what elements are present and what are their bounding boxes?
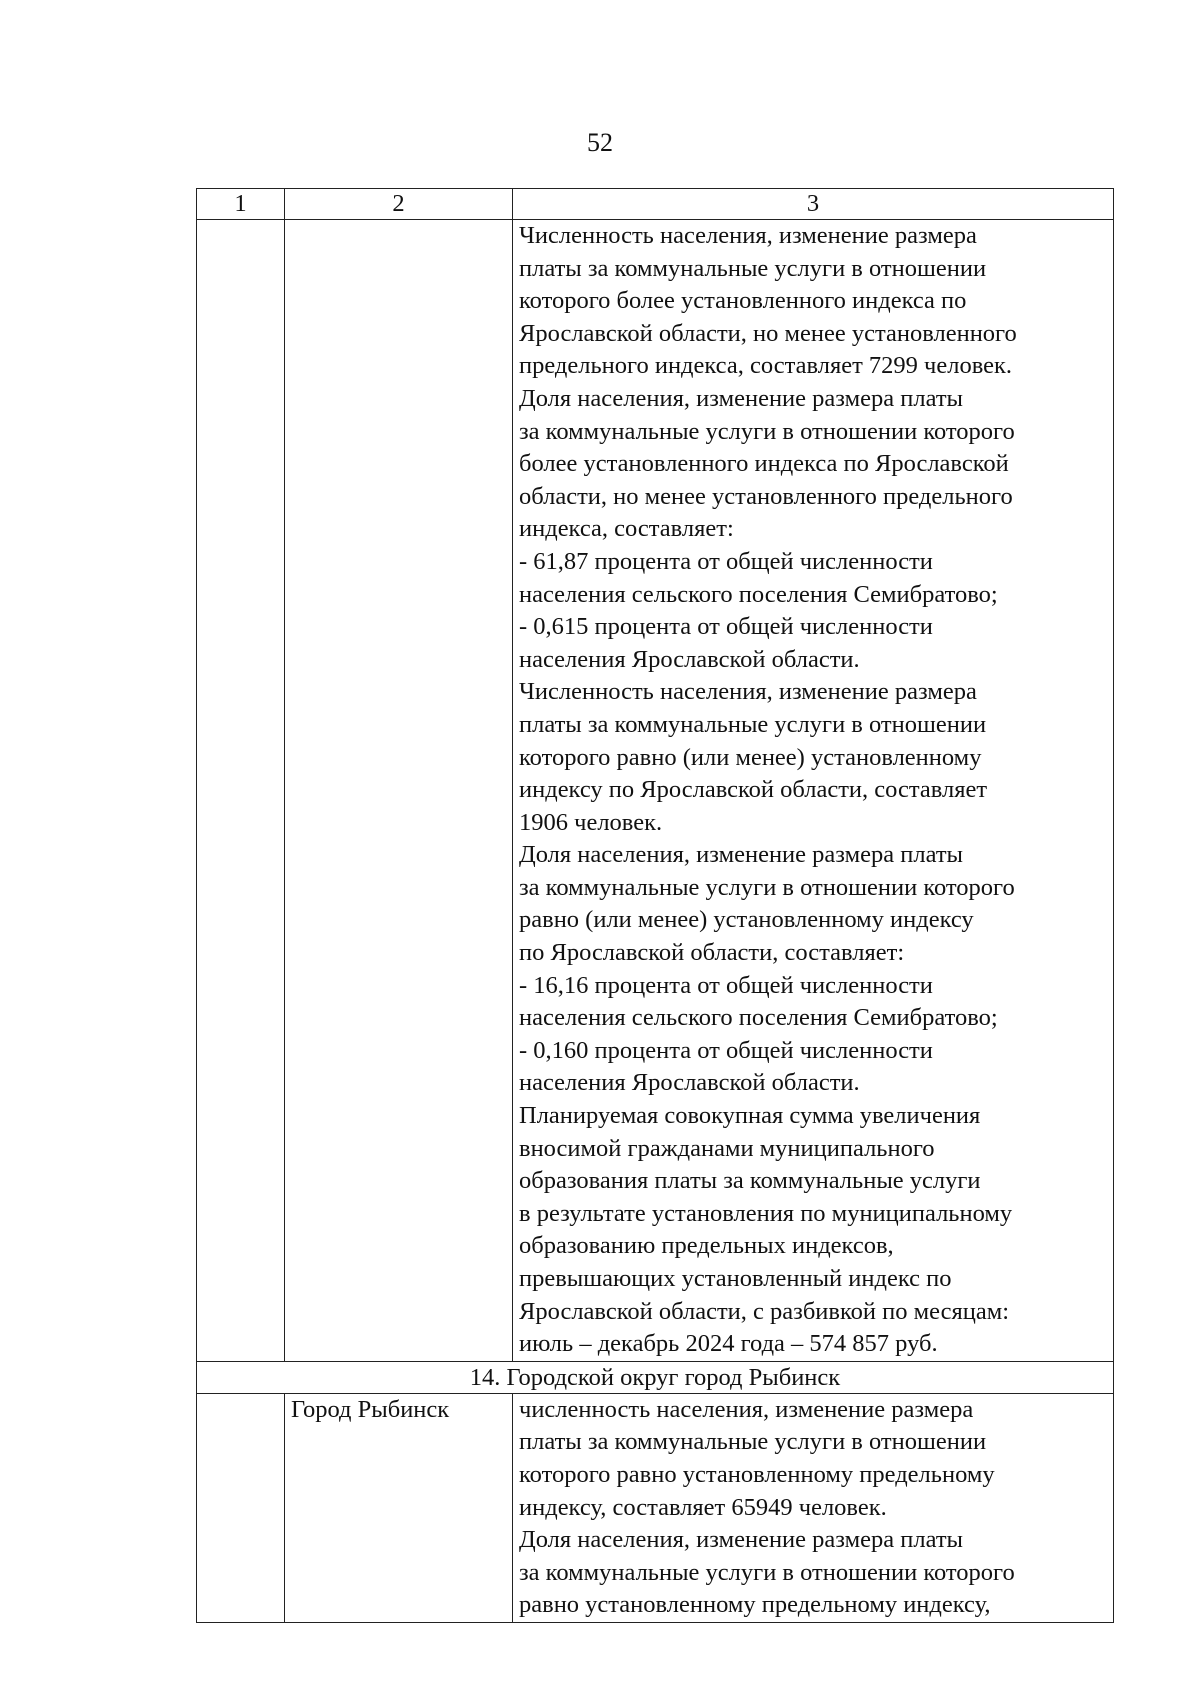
text-line: населения сельского поселения Семибратово; xyxy=(519,580,998,608)
text-line: за коммунальные услуги в отношении которого xyxy=(519,1558,1015,1586)
row1-description-cell xyxy=(513,220,1114,1362)
text-line: Доля населения, изменение размера платы xyxy=(519,841,963,869)
row1-number-cell xyxy=(197,220,285,1362)
text-line: населения Ярославской области. xyxy=(519,645,860,673)
page-number: 52 xyxy=(587,128,613,157)
text-line: по Ярославской области, составляет: xyxy=(519,939,905,967)
description-paragraph xyxy=(519,1524,1107,1622)
text-line: платы за коммунальные услуги в отношении xyxy=(519,1428,987,1456)
header-cell-3: 3 xyxy=(513,189,1114,220)
text-line: - 0,615 процента от общей численности xyxy=(519,613,933,641)
text-line: - 0,160 процента от общей численности xyxy=(519,1036,933,1064)
description-paragraph xyxy=(519,676,1107,839)
text-line: равно (или менее) установленному индексу xyxy=(519,906,974,934)
text-line: июль – декабрь 2024 года – 574 857 руб. xyxy=(519,1330,938,1358)
description-paragraph xyxy=(519,1035,1107,1100)
text-line: Доля населения, изменение размера платы xyxy=(519,1526,963,1554)
text-line: - 61,87 процента от общей численности xyxy=(519,547,933,575)
text-line: которого более установленного индекса по xyxy=(519,287,967,315)
section-title: 14. Городской округ город Рыбинск xyxy=(197,1361,1114,1393)
row2-description-cell xyxy=(513,1393,1114,1622)
text-line: которого равно (или менее) установленному xyxy=(519,743,982,771)
text-line: индекса, составляет: xyxy=(519,515,734,543)
text-line: населения сельского поселения Семибратово; xyxy=(519,1004,998,1032)
description-paragraph xyxy=(519,611,1107,676)
header-cell-2: 2 xyxy=(285,189,513,220)
text-line: численность населения, изменение размера xyxy=(519,1395,974,1423)
document-table xyxy=(196,188,1114,1623)
text-line: Ярославской области, с разбивкой по месяцам: xyxy=(519,1297,1010,1325)
text-line: образования платы за коммунальные услуги xyxy=(519,1167,981,1195)
description-paragraph xyxy=(519,1100,1107,1361)
description-paragraph xyxy=(519,546,1107,611)
text-line: индексу по Ярославской области, составляет xyxy=(519,776,988,804)
text-line: Планируемая совокупная сумма увеличения xyxy=(519,1102,981,1130)
text-line: индексу, составляет 65949 человек. xyxy=(519,1493,887,1521)
text-line: - 16,16 процента от общей численности xyxy=(519,971,933,999)
section-title-row xyxy=(197,1361,1114,1393)
text-line: населения Ярославской области. xyxy=(519,1069,860,1097)
text-line: которого равно установленному предельному xyxy=(519,1460,995,1488)
text-line: превышающих установленный индекс по xyxy=(519,1265,952,1292)
text-line: за коммунальные услуги в отношении которого xyxy=(519,873,1015,901)
text-line: платы за коммунальные услуги в отношении xyxy=(519,710,987,738)
text-line: за коммунальные услуги в отношении которого xyxy=(519,417,1015,445)
text-line: равно установленному предельному индексу, xyxy=(519,1591,991,1619)
table-row xyxy=(197,1393,1114,1622)
text-line: более установленного индекса по Ярославской xyxy=(519,450,1009,478)
text-line: платы за коммунальные услуги в отношении xyxy=(519,254,987,282)
text-line: Доля населения, изменение размера платы xyxy=(519,384,963,412)
description-paragraph xyxy=(519,839,1107,969)
text-line: области, но менее установленного предельного xyxy=(519,482,1013,510)
table-row xyxy=(197,220,1114,1362)
row2-name-cell: Город Рыбинск xyxy=(285,1393,513,1622)
text-line: в результате установления по муниципальному xyxy=(519,1199,1013,1227)
text-line: предельного индекса, составляет 7299 человек. xyxy=(519,352,1013,380)
text-line: 1906 человек. xyxy=(519,808,663,836)
text-line: образованию предельных индексов, xyxy=(519,1232,894,1260)
header-cell-1: 1 xyxy=(197,189,285,220)
table-header-row xyxy=(197,189,1114,220)
row1-name-cell xyxy=(285,220,513,1362)
description-paragraph xyxy=(519,1394,1107,1524)
description-paragraph xyxy=(519,970,1107,1035)
description-paragraph xyxy=(519,220,1107,383)
text-line: Ярославской области, но менее установленного xyxy=(519,319,1017,347)
description-paragraph xyxy=(519,383,1107,546)
text-line: Численность населения, изменение размера xyxy=(519,678,977,706)
text-line: Численность населения, изменение размера xyxy=(519,222,977,249)
text-line: вносимой гражданами муниципального xyxy=(519,1134,935,1162)
row2-number-cell xyxy=(197,1393,285,1622)
